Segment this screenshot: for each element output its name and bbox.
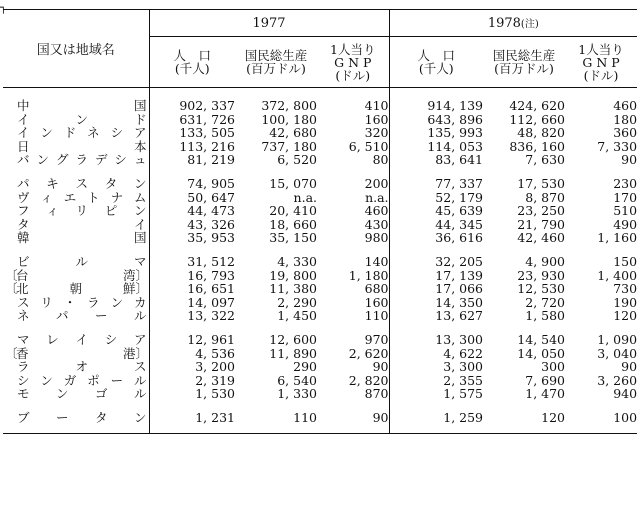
population-1978-cell: 1, 259 <box>443 409 484 425</box>
gnp-1977-cell: 12, 600 <box>269 331 317 347</box>
region-name-cell <box>3 347 149 361</box>
gnp-1977-cell: 6, 540 <box>277 372 317 388</box>
gnp-1977-cell: 11, 890 <box>269 345 317 361</box>
gnp-1978-cell: 120 <box>541 409 566 425</box>
gnp-1977-cell: 35, 150 <box>269 230 317 246</box>
gnp-1978-cell: 21, 790 <box>517 216 566 232</box>
region-name: ラ オ ス <box>17 359 147 375</box>
gnp-1977-cell: 372, 800 <box>261 98 317 113</box>
bracket-open: 〔 <box>5 281 18 297</box>
gnp-1978-cell: 300 <box>541 359 566 375</box>
per-capita-gnp-1977-cell: 970 <box>317 333 389 347</box>
gnp-1977-cell: 2, 290 <box>277 294 317 310</box>
gnp-1977-cell: 1, 450 <box>277 308 317 324</box>
region-name-cell <box>3 99 149 113</box>
per-capita-gnp-1978-cell: 1, 400 <box>597 267 638 283</box>
per-capita-gnp-1977-cell: 200 <box>317 177 389 191</box>
per-capita-gnp-1977-cell: 320 <box>317 126 389 140</box>
per-capita-gnp-1977-cell: 110 <box>317 309 389 323</box>
gnp-1978-header: 国民総生産 (百万ドル) <box>483 37 565 88</box>
gnp-1977-cell: 110 <box>293 409 317 425</box>
table-row <box>3 204 637 218</box>
per-capita-gnp-1978-cell: 1, 160 <box>597 230 638 246</box>
region-name: ヴ ィ エ ト ナ ム <box>17 189 147 205</box>
gnp-1978-cell: 112, 660 <box>509 111 566 127</box>
population-1978-cell: 14, 350 <box>435 294 484 310</box>
region-name: 北 朝 鮮 <box>16 281 136 297</box>
per-capita-gnp-1978-cell: 120 <box>613 308 638 324</box>
region-name-cell <box>3 296 149 310</box>
population-gnp-table <box>3 9 637 434</box>
per-capita-gnp-1977-cell: 430 <box>317 218 389 232</box>
per-capita-gnp-1977-cell: 6, 510 <box>317 140 389 154</box>
table-row <box>3 296 637 310</box>
table-row <box>3 177 637 191</box>
corner-mark: ┐ <box>0 1 7 14</box>
region-name-cell <box>3 153 149 167</box>
year-1978-header: 1978(注) <box>389 10 637 37</box>
per-capita-gnp-1978-cell: 190 <box>613 294 638 310</box>
gnp-1977-cell: 290 <box>293 359 317 375</box>
bracket-close: 〕 <box>135 281 149 297</box>
gnp-1977-cell: 737, 180 <box>261 138 317 154</box>
region-name: バ ン グ ラ デ シ ュ <box>17 152 147 168</box>
region-name-cell <box>3 360 149 374</box>
population-1977-cell: 50, 647 <box>187 189 235 205</box>
per-capita-gnp-1978-cell: 940 <box>613 386 638 402</box>
table-row <box>3 387 637 401</box>
region-name-cell <box>3 177 149 191</box>
table-row <box>3 218 637 232</box>
per-capita-gnp-1978-cell: 90 <box>621 152 638 168</box>
region-name: フ ィ リ ピ ン <box>17 203 147 219</box>
gnp-1978-cell: 42, 460 <box>517 230 566 246</box>
gnp-1977-cell: n.a. <box>293 189 317 205</box>
population-1977-cell: 133, 505 <box>179 125 235 141</box>
per-capita-gnp-1978-header: 1人当り G N P (ドル) <box>565 37 637 88</box>
population-1977-cell: 12, 961 <box>187 331 235 347</box>
region-name: ネ パ ー ル <box>17 308 147 324</box>
per-capita-gnp-1977-cell: 140 <box>317 255 389 269</box>
per-capita-gnp-1977-cell: 160 <box>317 113 389 127</box>
per-capita-gnp-1978-cell: 360 <box>613 125 638 141</box>
per-capita-gnp-1977-cell: 90 <box>317 360 389 374</box>
gnp-1978-cell: 23, 930 <box>517 267 566 283</box>
population-1978-cell: 643, 896 <box>427 111 484 127</box>
per-capita-gnp-1978-cell: 170 <box>613 189 638 205</box>
population-1977-cell: 902, 337 <box>179 98 235 113</box>
population-1978-cell: 135, 993 <box>427 125 484 141</box>
population-1977-cell: 81, 219 <box>187 152 235 168</box>
population-1977-cell: 2, 319 <box>195 372 235 388</box>
population-1978-cell: 4, 622 <box>443 345 484 361</box>
table-row <box>3 140 637 154</box>
gnp-1978-cell: 17, 530 <box>517 175 566 191</box>
per-capita-gnp-1977-cell: 980 <box>317 231 389 245</box>
table-row <box>3 113 637 127</box>
region-name: 香 港 <box>16 345 136 361</box>
population-1977-cell: 16, 651 <box>187 281 235 297</box>
population-1978-cell: 13, 300 <box>435 331 484 347</box>
table-row <box>3 360 637 374</box>
table-row <box>3 347 637 361</box>
table-row <box>3 282 637 296</box>
gnp-1978-cell: 2, 720 <box>525 294 566 310</box>
per-capita-gnp-1977-cell: 2, 820 <box>317 374 389 388</box>
bracket-open: 〔 <box>5 345 18 361</box>
population-1978-cell: 83, 641 <box>435 152 484 168</box>
population-1977-cell: 113, 216 <box>179 138 235 154</box>
population-1978-cell: 17, 139 <box>435 267 484 283</box>
gnp-1978-cell: 12, 530 <box>517 281 566 297</box>
region-name-cell <box>3 387 149 401</box>
region-name: 台 湾 <box>16 267 136 283</box>
population-1978-cell: 52, 179 <box>435 189 484 205</box>
region-name-cell <box>3 374 149 388</box>
per-capita-gnp-1977-header: 1人当り G N P (ドル) <box>317 37 389 88</box>
table-row <box>3 411 637 425</box>
region-name: 韓 国 <box>17 230 147 246</box>
region-name-cell <box>3 333 149 347</box>
table-row <box>3 309 637 323</box>
per-capita-gnp-1978-cell: 7, 330 <box>597 138 638 154</box>
region-name-cell <box>3 231 149 245</box>
gnp-1978-cell: 8, 870 <box>525 189 566 205</box>
year-1977-header: 1977 <box>149 10 389 37</box>
table-body <box>3 88 637 434</box>
gnp-1977-cell: 20, 410 <box>269 203 317 219</box>
population-1977-cell: 4, 536 <box>195 345 235 361</box>
per-capita-gnp-1977-cell: 2, 620 <box>317 347 389 361</box>
gnp-1978-cell: 424, 620 <box>509 98 566 113</box>
table-row <box>3 99 637 113</box>
per-capita-gnp-1977-cell: 1, 180 <box>317 269 389 283</box>
population-1978-cell: 36, 616 <box>435 230 484 246</box>
gnp-1977-cell: 1, 330 <box>277 386 317 402</box>
population-1978-cell: 114, 053 <box>427 138 484 154</box>
table-row <box>3 374 637 388</box>
region-name: ビ ル マ <box>17 253 147 269</box>
gnp-1978-cell: 23, 250 <box>517 203 566 219</box>
per-capita-gnp-1978-cell: 510 <box>613 203 638 219</box>
year-1978-note: (注) <box>520 19 539 30</box>
region-name: 中 国 <box>17 98 147 113</box>
gnp-1978-cell: 48, 820 <box>517 125 566 141</box>
population-1977-cell: 43, 326 <box>187 216 235 232</box>
region-name: マ レ イ シ ア <box>17 331 147 347</box>
population-1978-cell: 914, 139 <box>427 98 484 113</box>
region-name-cell <box>3 269 149 283</box>
population-1977-cell: 1, 530 <box>195 386 235 402</box>
table-bottom-padding <box>3 424 637 434</box>
population-1978-cell: 77, 337 <box>435 175 484 191</box>
table-row <box>3 255 637 269</box>
population-1978-cell: 44, 345 <box>435 216 484 232</box>
population-1977-header: 人 口 (千人) <box>149 37 235 88</box>
population-1977-cell: 31, 512 <box>187 253 235 269</box>
gnp-1978-cell: 14, 540 <box>517 331 566 347</box>
per-capita-gnp-1977-cell: 80 <box>317 153 389 167</box>
per-capita-gnp-1978-cell: 3, 260 <box>597 372 638 388</box>
per-capita-gnp-1977-cell: 90 <box>317 411 389 425</box>
region-name: ス リ ・ ラ ン カ <box>17 294 147 310</box>
region-name-cell <box>3 218 149 232</box>
bracket-close: 〕 <box>135 267 149 283</box>
bracket-close: 〕 <box>135 345 149 361</box>
region-name-cell <box>3 113 149 127</box>
population-1977-cell: 35, 953 <box>187 230 235 246</box>
region-name-cell <box>3 126 149 140</box>
region-name: モ ン ゴ ル <box>17 386 147 402</box>
table-row <box>3 191 637 205</box>
gnp-1977-cell: 19, 800 <box>269 267 317 283</box>
region-name: ブ ー タ ン <box>17 409 147 425</box>
population-1977-cell: 13, 322 <box>187 308 235 324</box>
table-row <box>3 126 637 140</box>
region-name: パ キ ス タ ン <box>17 175 147 191</box>
per-capita-gnp-1978-cell: 730 <box>613 281 638 297</box>
gnp-1978-cell: 836, 160 <box>509 138 566 154</box>
population-1977-cell: 631, 726 <box>179 111 235 127</box>
per-capita-gnp-1977-cell: 410 <box>317 99 389 113</box>
region-name-cell <box>3 191 149 205</box>
per-capita-gnp-1978-cell: 230 <box>613 175 638 191</box>
region-name: イ ン ド ネ シ ア <box>17 125 147 141</box>
region-name-cell <box>3 204 149 218</box>
gnp-1978-cell: 7, 690 <box>525 372 566 388</box>
gnp-1978-cell: 4, 900 <box>525 253 566 269</box>
population-1978-cell: 1, 575 <box>443 386 484 402</box>
table-row <box>3 333 637 347</box>
table-row <box>3 231 637 245</box>
gnp-1977-cell: 18, 660 <box>269 216 317 232</box>
gnp-1977-cell: 15, 070 <box>269 175 317 191</box>
region-column-header: 国又は地域名 <box>3 10 149 88</box>
population-1977-cell: 16, 793 <box>187 267 235 283</box>
per-capita-gnp-1978-cell: 180 <box>613 111 638 127</box>
population-1978-cell: 45, 639 <box>435 203 484 219</box>
population-1978-cell: 2, 355 <box>443 372 484 388</box>
population-1978-cell: 17, 066 <box>435 281 484 297</box>
per-capita-gnp-1978-cell: 1, 090 <box>597 331 638 347</box>
region-name-cell <box>3 309 149 323</box>
population-1978-header: 人 口 (千人) <box>389 37 483 88</box>
gnp-1977-cell: 4, 330 <box>277 253 317 269</box>
per-capita-gnp-1978-cell: 460 <box>613 98 638 113</box>
per-capita-gnp-1978-cell: 490 <box>613 216 638 232</box>
gnp-1977-header: 国民総生産 (百万ドル) <box>235 37 317 88</box>
table-row <box>3 153 637 167</box>
gnp-1978-cell: 1, 580 <box>525 308 566 324</box>
gnp-1977-cell: 42, 680 <box>269 125 317 141</box>
region-name-cell <box>3 140 149 154</box>
population-1977-cell: 44, 473 <box>187 203 235 219</box>
population-1977-cell: 14, 097 <box>187 294 235 310</box>
per-capita-gnp-1978-cell: 90 <box>621 359 638 375</box>
per-capita-gnp-1977-cell: n.a. <box>317 191 389 205</box>
region-name-cell <box>3 255 149 269</box>
population-1978-cell: 3, 300 <box>443 359 484 375</box>
per-capita-gnp-1978-cell: 3, 040 <box>597 345 638 361</box>
population-1978-cell: 13, 627 <box>435 308 484 324</box>
gnp-1977-cell: 100, 180 <box>261 111 317 127</box>
population-1977-cell: 1, 231 <box>195 409 235 425</box>
gnp-1978-cell: 7, 630 <box>525 152 566 168</box>
population-1977-cell: 3, 200 <box>195 359 235 375</box>
per-capita-gnp-1978-cell: 150 <box>613 253 638 269</box>
per-capita-gnp-1977-cell: 680 <box>317 282 389 296</box>
gnp-1977-cell: 11, 380 <box>269 281 317 297</box>
region-name: タ イ <box>17 216 147 232</box>
per-capita-gnp-1977-cell: 460 <box>317 204 389 218</box>
gnp-1978-cell: 14, 050 <box>517 345 566 361</box>
region-name-cell <box>3 411 149 425</box>
table-row <box>3 269 637 283</box>
gnp-1977-cell: 6, 520 <box>277 152 317 168</box>
per-capita-gnp-1978-cell: 100 <box>613 409 638 425</box>
gnp-1978-cell: 1, 470 <box>525 386 566 402</box>
region-name: シ ン ガ ポ ー ル <box>17 372 147 388</box>
population-1977-cell: 74, 905 <box>187 175 235 191</box>
per-capita-gnp-1977-cell: 160 <box>317 296 389 310</box>
region-name-cell <box>3 282 149 296</box>
population-1978-cell: 32, 205 <box>435 253 484 269</box>
per-capita-gnp-1977-cell: 870 <box>317 387 389 401</box>
region-name: 日 本 <box>17 138 147 154</box>
region-name: イ ン ド <box>17 111 147 127</box>
bracket-open: 〔 <box>5 267 18 283</box>
